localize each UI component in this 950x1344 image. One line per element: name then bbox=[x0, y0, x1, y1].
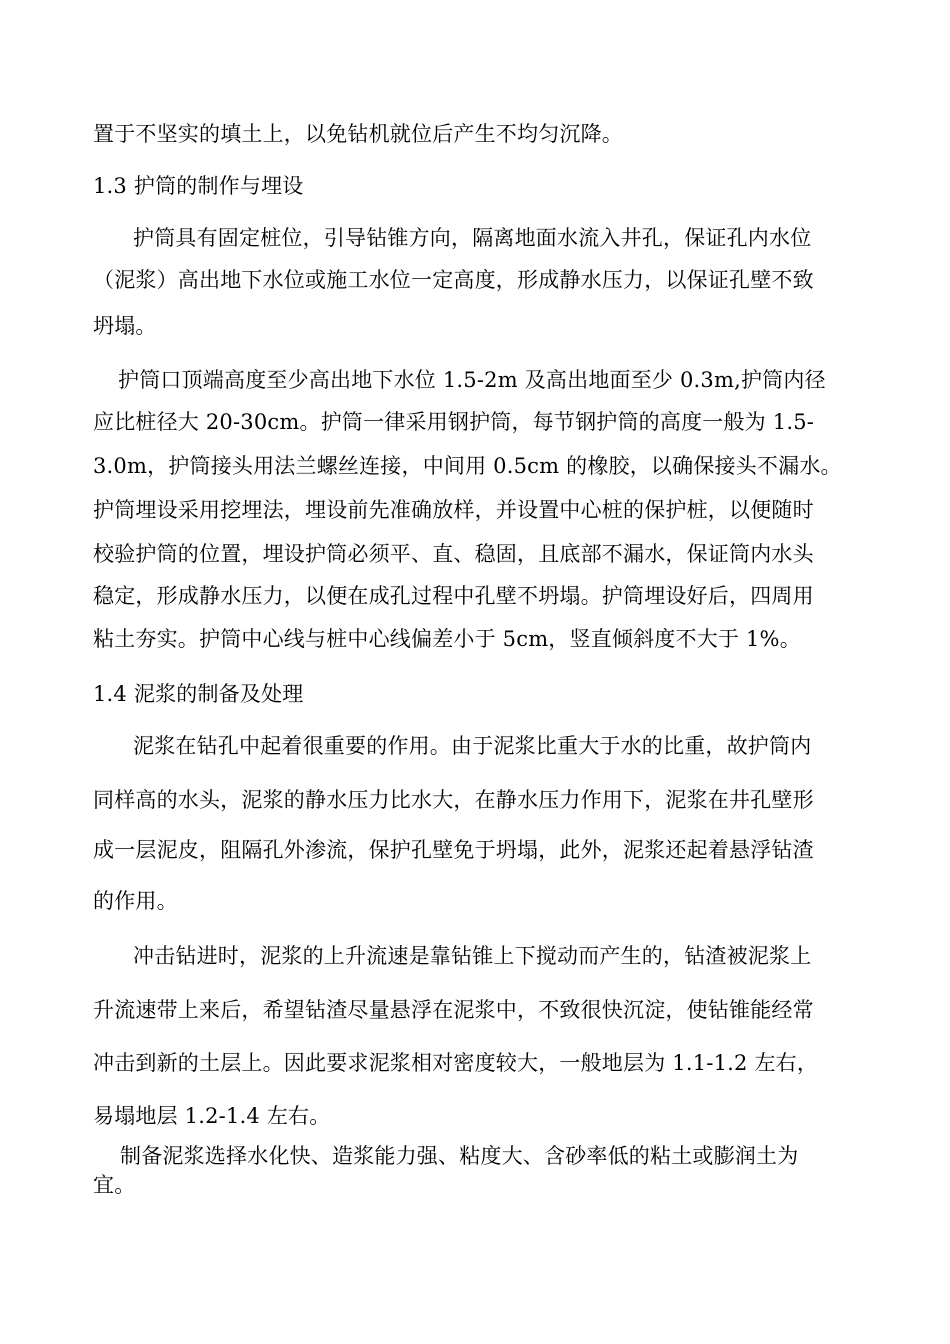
text-line: 置于不坚实的填土上，以免钻机就位后产生不均匀沉降。 bbox=[93, 122, 623, 146]
text-line: 3.0m，护筒接头用法兰螺丝连接，中间用 0.5cm 的橡胶，以确保接头不漏水。 bbox=[93, 454, 842, 478]
section-heading-1-3: 1.3 护筒的制作与埋设 bbox=[93, 174, 304, 198]
text-line: 泥浆在钻孔中起着很重要的作用。由于泥浆比重大于水的比重，故护筒内 bbox=[133, 734, 812, 758]
text-line: 制备泥浆选择水化快、造浆能力强、粘度大、含砂率低的粘土或膨润土为 bbox=[120, 1144, 799, 1168]
section-heading-1-4: 1.4 泥浆的制备及处理 bbox=[93, 682, 304, 706]
text-line: 升流速带上来后，希望钻渣尽量悬浮在泥浆中，不致很快沉淀，使钻锥能经常 bbox=[93, 998, 814, 1022]
text-line: 护筒具有固定桩位，引导钻锥方向，隔离地面水流入井孔，保证孔内水位 bbox=[133, 226, 812, 250]
text-line: 护筒口顶端高度至少高出地下水位 1.5-2m 及高出地面至少 0.3m,护筒内径 bbox=[118, 368, 826, 392]
text-line: （泥浆）高出地下水位或施工水位一定高度，形成静水压力，以保证孔壁不致 bbox=[93, 268, 814, 292]
text-line: 成一层泥皮，阻隔孔外渗流，保护孔壁免于坍塌，此外，泥浆还起着悬浮钻渣 bbox=[93, 838, 814, 862]
text-line: 护筒埋设采用挖埋法，埋设前先准确放样，并设置中心桩的保护桩，以便随时 bbox=[93, 498, 814, 522]
text-line: 的作用。 bbox=[93, 889, 178, 913]
text-line: 坍塌。 bbox=[93, 314, 157, 338]
text-line: 粘土夯实。护筒中心线与桩中心线偏差小于 5cm，竖直倾斜度不大于 1%。 bbox=[93, 627, 801, 651]
text-line: 同样高的水头，泥浆的静水压力比水大，在静水压力作用下，泥浆在井孔壁形 bbox=[93, 788, 814, 812]
text-line: 应比桩径大 20-30cm。护筒一律采用钢护筒，每节钢护筒的高度一般为 1.5- bbox=[93, 410, 815, 434]
text-line: 宜。 bbox=[93, 1173, 136, 1197]
text-line: 稳定，形成静水压力，以便在成孔过程中孔壁不坍塌。护筒埋设好后，四周用 bbox=[93, 584, 814, 608]
text-line: 冲击到新的土层上。因此要求泥浆相对密度较大，一般地层为 1.1-1.2 左右， bbox=[93, 1051, 819, 1075]
text-line: 校验护筒的位置，埋设护筒必须平、直、稳固，且底部不漏水，保证筒内水头 bbox=[93, 542, 814, 566]
text-line: 易塌地层 1.2-1.4 左右。 bbox=[93, 1104, 331, 1128]
text-line: 冲击钻进时，泥浆的上升流速是靠钻锥上下搅动而产生的，钻渣被泥浆上 bbox=[133, 944, 812, 968]
